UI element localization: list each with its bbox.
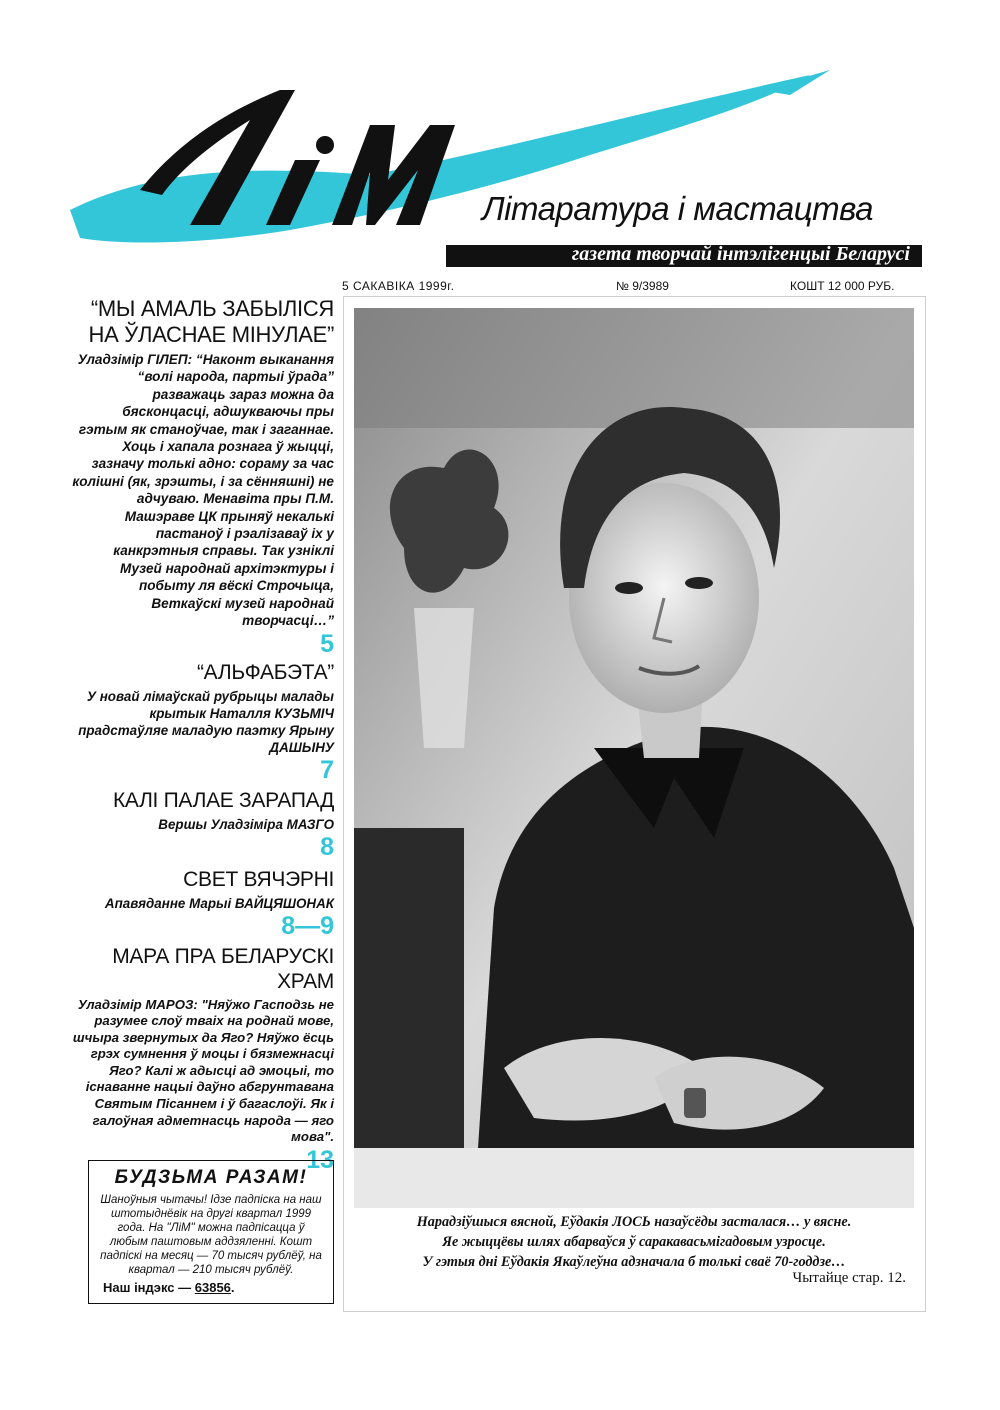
contents-text: Уладзімір ГІЛЕП: “Наконт выканання “волі народа, партыі ўрада” разважаць зараз можна да бясконцасці, адшукваючы пры гэтым як станоўчае, так і заганнае. Хоць і хапала рознага ў жыцці, зазначу толькі адно: сораму за час колішні (як, зрэшты, і за сённяшні) не адчуваю. Менавіта пры П.М. Машэраве ЦК прыняў некалькі пастаноў і рэалізаваў іх у канкрэтныя справы. Так узніклі Музей народнай архітэктуры і побыту ля вёскі Строчыца, Веткаўскі музей народнай творчасці…” xyxy=(72,352,334,629)
portrait-photo xyxy=(354,308,914,1208)
portrait-illustration xyxy=(354,308,914,1208)
masthead-tagline: газета творчай інтэлігенцыі Беларусі xyxy=(571,243,910,265)
contents-headline: “АЛЬФАБЭТА” xyxy=(196,660,334,684)
contents-text: Вершы Уладзіміра МАЗГО xyxy=(158,816,334,832)
logo-graphic xyxy=(70,60,950,260)
subscription-index-number: 63856 xyxy=(194,1280,231,1295)
masthead-logo xyxy=(70,60,950,260)
contents-text: Уладзімір МАРОЗ: "Няўжо Гасподзь не разумее слоў тваіх на роднай мове, шчыра звернутых да Яго? Няўжо ёсць грэх сумнення ў моцы і бязмежнасці Яго? Калі ж адысці ад эмоцыі, то існаванне нацыі даўно абгрунтавана Святым Пісаннем і ў багаслоўі. Як і галоўная адметнасць народа — яго мова". xyxy=(72,996,334,1145)
issue-date: 5 САКАВІКА 1999г. xyxy=(342,279,455,293)
subscription-body: Шаноўныя чытачы! Ідзе падпіска на наш штотыднёвік на другі квартал 1999 года. На "ЛіМ" можна падпісацца ў любым паштовым аддзяленні. Кошт падпіскі на месяц — 70 тысяч рублёў, на квартал — 210 тысяч рублёў. xyxy=(100,1194,322,1276)
caption-line: У гэтыя дні Еўдакія Якаўлеўна адзначала б толькі сваё 70-годдзе… xyxy=(422,1254,846,1270)
subscription-index-end: . xyxy=(230,1280,235,1295)
issue-number: № 9/3989 xyxy=(616,279,669,293)
contents-headline: “МЫ АМАЛЬ ЗАБЫЛІСЯ НА ЎЛАСНАЕ МІНУЛАЕ” xyxy=(88,296,334,347)
caption-line: Нарадзіўшыся вясной, Еўдакія ЛОСЬ назаўсёды засталася… у вясне. xyxy=(416,1214,852,1230)
subscription-box xyxy=(88,1160,334,1304)
contents-item[interactable] xyxy=(72,788,334,861)
contents-column xyxy=(72,296,334,1174)
contents-item[interactable] xyxy=(72,296,334,658)
contents-text: У новай лімаўскай рубрыцы малады крытык Наталля КУЗЬМІЧ прадстаўляе маладую паэтку Ярыну ДАШЫНУ xyxy=(78,688,334,755)
contents-page-number: 8 xyxy=(320,832,334,861)
contents-item[interactable] xyxy=(72,867,334,940)
contents-headline: КАЛІ ПАЛАЕ ЗАРАПАД xyxy=(112,788,334,812)
caption-page-reference[interactable]: Чытайце стар. 12. xyxy=(792,1270,906,1286)
contents-page-number: 7 xyxy=(320,755,334,784)
photo-caption xyxy=(354,1212,914,1272)
contents-headline: МАРА ПРА БЕЛАРУСКІ ХРАМ xyxy=(112,944,334,993)
contents-text: Апавяданне Марыі ВАЙЦЯШОНАК xyxy=(104,895,334,911)
masthead-subtitle: Літаратура і мастацтва xyxy=(482,190,873,227)
subscription-title: БУДЗЬМА РАЗАМ! xyxy=(114,1167,308,1188)
contents-item[interactable] xyxy=(72,660,334,784)
contents-page-number: 5 xyxy=(320,629,334,658)
caption-line: Яе жыццёвы шлях абарваўся ў саракавасьмігадовым узросце. xyxy=(442,1234,826,1250)
contents-page-number: 8—9 xyxy=(281,911,334,940)
issue-price: КОШТ 12 000 РУБ. xyxy=(790,279,895,293)
contents-item[interactable] xyxy=(72,944,334,1174)
contents-page-number: 13 xyxy=(306,1145,334,1174)
subscription-index xyxy=(103,1280,325,1295)
subscription-index-label: Наш індэкс — xyxy=(103,1280,192,1295)
contents-headline: СВЕТ ВЯЧЭРНІ xyxy=(183,867,334,891)
